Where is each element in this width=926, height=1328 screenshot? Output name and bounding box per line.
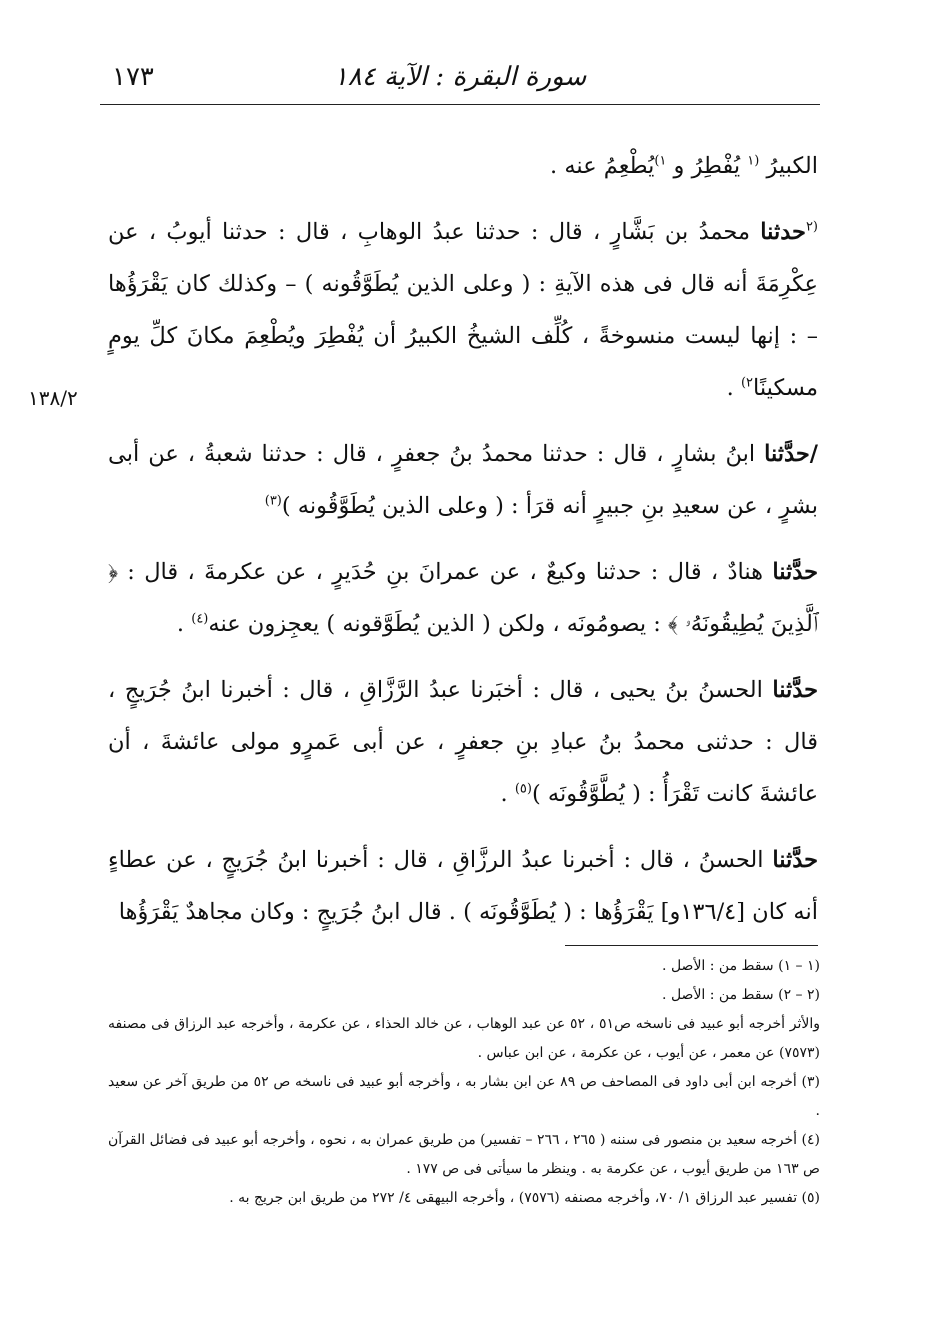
text-run: الكبيرُ	[759, 153, 818, 179]
paragraph-4	[108, 546, 818, 650]
footnote-ref: ٢)	[740, 375, 754, 391]
footnote: (٣) أخرجه ابن أبى داود فى المصاحف ص ٨٩ عن ابن بشار به ، وأخرجه أبو عبيد فى ناسخه ص ٥٢ من طريق آخر عن سعيد .	[108, 1074, 821, 1119]
footnotes	[108, 952, 820, 1213]
footnote: (٢ – ٢) سقط من : الأصل .	[662, 987, 820, 1003]
paragraph-2	[108, 206, 818, 414]
footnote: (٥) تفسير عبد الرزاق ١/ ٧٠، وأخرجه مصنفه (٧٥٧٦) ، وأخرجه البيهقى ٤/ ٢٧٢ من طريق ابن جريج به .	[229, 1190, 820, 1206]
footnote-ref: (٤)	[191, 611, 209, 627]
text-run: ابنُ بشارٍ ، قال : حدثنا محمدُ بنُ جعفرٍ ، قال : حدثنا شعبةُ ، عن أبى بشرٍ ، عن سعيدِ بنِ جبيرٍ أنه قرَأ : ( وعلى الذين يُطَوَّقُونه )	[108, 441, 818, 519]
margin-note: ١٣٨/٢	[28, 386, 78, 410]
running-head: سورة البقرة : الآية ١٨٤	[333, 62, 587, 92]
page-header	[100, 58, 820, 98]
footnote: والأثر أخرجه أبو عبيد فى ناسخه ص٥١ ، ٥٢ عن عبد الوهاب ، عن خالد الحذاء ، عن عكرمة ، وأخرجه عبد الرزاق فى مصنفه (٧٥٧٣) عن معمر ، عن أيوب ، عن عكرمة ، عن ابن عباس .	[108, 1016, 821, 1061]
footnote-ref: (١	[747, 153, 760, 169]
paragraph-1	[108, 140, 818, 192]
narration-keyword: حدَّثنا	[772, 847, 818, 873]
footnote-rule	[565, 945, 818, 946]
footnote-ref: (٣)	[264, 493, 282, 509]
text-run: .	[500, 781, 515, 807]
narration-keyword: حدَّثنا	[772, 559, 818, 585]
paragraph-3	[108, 428, 818, 532]
footnote-ref: ١)	[654, 153, 667, 169]
narration-keyword: /حدَّثنا	[764, 441, 818, 467]
paragraph-5	[108, 664, 818, 820]
main-text	[108, 140, 818, 938]
header-rule	[100, 104, 820, 105]
text-run: .	[726, 375, 741, 401]
footnote-ref: (٢	[805, 219, 818, 235]
text-run: محمدُ بن بَشَّارٍ ، قال : حدثنا عبدُ الوهابِ ، قال : حدثنا أيوبُ ، عن عِكْرِمَةَ أنه قال فى هذه الآيةِ : ( وعلى الذين يُطَوَّقُونه ) – وكذلك كان يَقْرَؤُها – : إنها ليست منسوخةً ، كُلِّف الشيخُ الكبيرُ أن يُفْطِرَ ويُطْعِمَ مكانَ كلِّ يومٍ مسكينًا	[108, 219, 818, 401]
page-number: ١٧٣	[112, 62, 154, 92]
text-run: الحسنُ ، قال : أخبرنا عبدُ الرزَّاقِ ، قال : أخبرنا ابنُ جُرَيجٍ ، عن عطاءٍ أنه كان [١٣٦/٤و] يَقْرَؤُها : ( يُطَوَّقُونَه ) . قال ابنُ جُرَيجٍ : وكان مجاهدٌ يَقْرَؤُها	[108, 847, 818, 925]
paragraph-6	[108, 834, 818, 938]
footnote: (١ – ١) سقط من : الأصل .	[662, 958, 820, 974]
narration-keyword: حدَّثنا	[772, 677, 818, 703]
text-run: يُفْطِرُ و	[666, 153, 748, 179]
narration-keyword: حدثنا	[760, 219, 806, 245]
text-run: هنادٌ ، قال : حدثنا وكيعٌ ، عن عمرانَ بنِ حُدَيرٍ ، عن عكرمةَ ، قال : ﴿ ٱلَّذِينَ يُطِيقُونَهُۥ ﴾ : يصومُونَه ، ولكن ( الذين يُطَوَّقونه ) يعجِزون عنه	[108, 559, 818, 637]
text-run: .	[176, 611, 192, 637]
text-run: الحسنُ بنُ يحيى ، قال : أخبَرنا عبدُ الرَّزَّاقِ ، قال : أخبرنا ابنُ جُرَيجٍ ، قال : حدثنى محمدُ بنُ عبادِ بنِ جعفرٍ ، عن أبى عَمرٍو مولى عائشةَ ، أن عائشةَ كانت تَقْرَأُ : ( يُطَّوَّقُونَه )	[108, 677, 818, 807]
footnote: (٤) أخرجه سعيد بن منصور فى سننه ( ٢٦٥ ، ٢٦٦ – تفسير) من طريق عمران به ، نحوه ، وأخرجه أبو عبيد فى فضائل القرآن ص ١٦٣ من طريق أيوب ، عن عكرمة به . وينظر ما سيأتى فى ص ١٧٧ .	[108, 1132, 820, 1177]
text-run: يُطْعِمُ عنه .	[550, 153, 655, 179]
footnote-ref: (٥)	[514, 781, 532, 797]
